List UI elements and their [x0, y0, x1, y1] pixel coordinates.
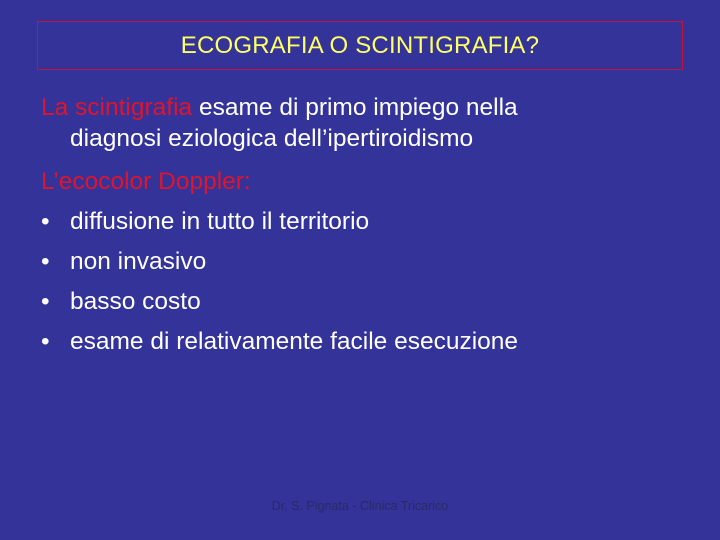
bullet-text: diffusione in tutto il territorio	[70, 208, 370, 235]
bullet-item	[41, 322, 701, 362]
intro-continuation: diagnosi eziologica dell’ipertiroidismo	[70, 125, 474, 152]
slide-body	[41, 88, 701, 362]
intro-highlight: La scintigrafia	[41, 94, 193, 121]
bullet-item	[41, 282, 701, 322]
intro-line	[41, 88, 701, 122]
bullet-icon: •	[41, 248, 50, 275]
subheading: L’ecocolor Doppler:	[41, 168, 251, 195]
footer-credit: Dr. S. Pignata - Clinica Tricarico	[271, 499, 449, 513]
bullet-icon: •	[41, 288, 50, 315]
bullet-text: basso costo	[70, 288, 201, 315]
slide-title-box	[37, 21, 683, 70]
bullet-item	[41, 202, 701, 242]
bullet-text: non invasivo	[70, 248, 207, 275]
bullet-icon: •	[41, 328, 50, 355]
bullet-item	[41, 242, 701, 282]
bullet-text: esame di relativamente facile esecuzione	[70, 328, 519, 355]
slide-title: ECOGRAFIA O SCINTIGRAFIA?	[180, 31, 540, 59]
intro-text: esame di primo impiego nella	[192, 94, 518, 121]
bullet-icon: •	[41, 208, 50, 235]
